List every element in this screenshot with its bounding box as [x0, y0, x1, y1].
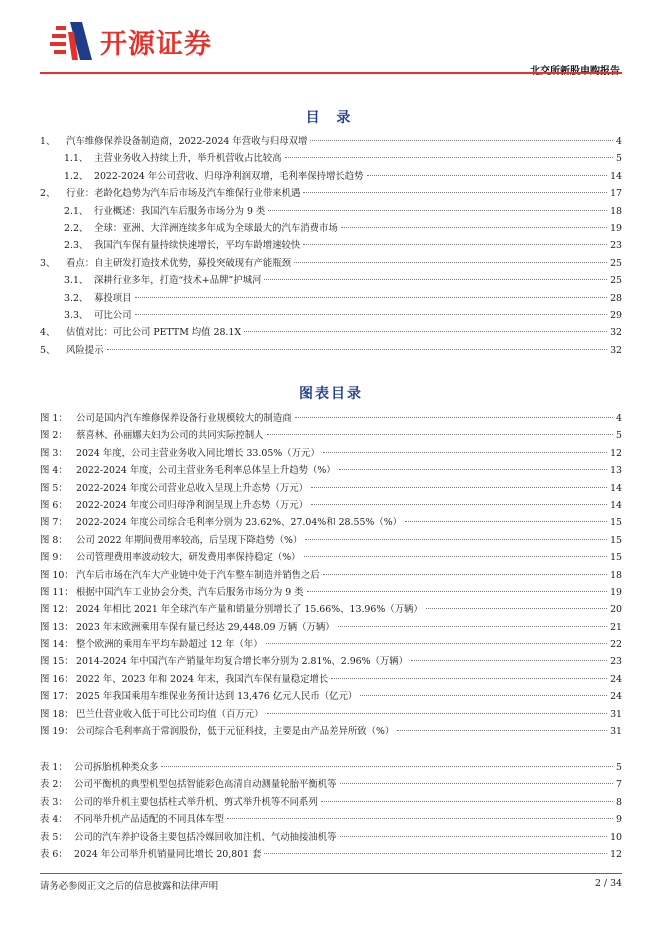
table-entry[interactable]: [40, 759, 622, 776]
leader-dots: [135, 297, 608, 298]
leader-dots: [331, 678, 607, 679]
figure-entry-number: 图 3：: [40, 447, 68, 459]
leader-dots: [341, 227, 607, 228]
leader-dots: [321, 801, 613, 802]
figures-list: [40, 410, 622, 740]
figure-entry[interactable]: [40, 671, 622, 688]
figure-entry-number: 图 10：: [40, 569, 74, 581]
table-entry[interactable]: [40, 811, 622, 828]
figure-entry[interactable]: [40, 549, 622, 566]
leader-dots: [405, 521, 607, 522]
leader-dots: [161, 766, 613, 767]
figure-entry-number: 图 6：: [40, 499, 68, 511]
figure-entry[interactable]: [40, 636, 622, 653]
figure-entry-page: 14: [610, 482, 622, 494]
figure-entry-number: 图 11：: [40, 586, 74, 598]
figure-entry-page: 31: [610, 726, 622, 738]
table-entry[interactable]: [40, 794, 622, 811]
figure-entry-text: 2023 年末欧洲乘用车保有量已经达 29,448.09 万辆（万辆）: [76, 621, 335, 633]
figure-entry[interactable]: [40, 514, 622, 531]
figure-entry[interactable]: [40, 688, 622, 705]
toc-entry-number: 1、: [40, 136, 56, 147]
table-entry-text: 公司平衡机的典型机型包括智能彩色高清自动测量轮胎平衡机等: [74, 779, 337, 791]
leader-dots: [340, 783, 614, 784]
toc-entry-page: 5: [616, 153, 622, 165]
leader-dots: [304, 556, 608, 557]
leader-dots: [367, 175, 608, 176]
figure-entry-text: 2022 年、2023 年和 2024 年末，我国汽车保有量稳定增长: [76, 673, 329, 685]
toc-entry-text: 估值对比：可比公司 PETTM 均值 28.1X: [66, 327, 242, 339]
figure-entry[interactable]: [40, 653, 622, 670]
figure-entry-text: 巴兰仕营业收入低于可比公司均值（百万元）: [76, 708, 264, 720]
figure-entry-number: 图 15：: [40, 656, 74, 668]
figure-entry-number: 图 13：: [40, 621, 74, 633]
table-entry-page: 10: [610, 831, 622, 843]
table-entry-number: 表 5：: [40, 831, 68, 843]
tables-list: [40, 759, 622, 863]
figure-entry-text: 2022-2024 年度公司综合毛利率分别为 23.62%、27.04%和 28.55%（%）: [76, 517, 402, 529]
toc-entry[interactable]: [40, 255, 622, 272]
figure-entry[interactable]: [40, 497, 622, 514]
toc-entry-number: 2、: [40, 188, 56, 200]
table-entry-text: 公司拆胎机种类众多: [74, 762, 159, 773]
table-entry[interactable]: [40, 846, 622, 863]
table-entry[interactable]: [40, 776, 622, 793]
toc-entry-number: 3.3、: [64, 309, 89, 321]
figure-entry-text: 2024 年相比 2021 年全球汽车产量和销量分别增长了 15.66%、13.96%（万辆）: [76, 604, 423, 616]
toc-entry[interactable]: [40, 150, 622, 167]
figure-entry[interactable]: [40, 462, 622, 479]
toc-entry-page: 4: [616, 136, 622, 147]
figure-entry-number: 图 12：: [40, 604, 74, 616]
leader-dots: [244, 331, 607, 332]
figure-entry-page: 15: [610, 534, 622, 546]
figure-entry-number: 图 4：: [40, 465, 68, 477]
figure-entry-text: 2025 年我国乘用车维保业务预计达到 13,476 亿元人民币（亿元）: [76, 691, 358, 703]
leader-dots: [323, 452, 607, 453]
leader-dots: [397, 730, 607, 731]
toc-entry-page: 29: [610, 309, 622, 321]
figure-entry[interactable]: [40, 601, 622, 618]
figure-entry-text: 整个欧洲的乘用车平均车龄超过 12 年（年）: [76, 639, 263, 651]
figure-entry[interactable]: [40, 532, 622, 549]
header-divider: [40, 72, 622, 74]
figure-entry-number: 图 5：: [40, 482, 68, 494]
table-entry-number: 表 3：: [40, 796, 68, 808]
figure-entry[interactable]: [40, 619, 622, 636]
toc-entry-page: 28: [610, 292, 622, 304]
leader-dots: [303, 192, 607, 193]
toc-list: [40, 133, 622, 359]
leader-dots: [267, 434, 614, 435]
toc-title: 目 录: [305, 110, 357, 126]
leader-dots: [264, 279, 607, 280]
figure-entry-text: 蔡喜林、孙丽娜夫妇为公司的共同实际控制人: [76, 430, 264, 442]
leader-dots: [360, 695, 607, 696]
leader-dots: [307, 591, 608, 592]
toc-entry[interactable]: [40, 203, 622, 220]
toc-entry[interactable]: [40, 185, 622, 202]
table-entry-number: 表 4：: [40, 814, 68, 826]
figure-entry[interactable]: [40, 427, 622, 444]
toc-entry[interactable]: [40, 342, 622, 359]
figure-entry-text: 2022-2024 年度公司营业总收入呈现上升态势（万元）: [76, 482, 308, 494]
page-header: [40, 12, 622, 72]
toc-entry-text: 行业概述：我国汽车后服务市场分为 9 类: [94, 205, 266, 217]
figure-entry-text: 公司管理费用率波动较大，研发费用率保持稳定（%）: [76, 552, 301, 564]
figure-entry[interactable]: [40, 445, 622, 462]
toc-entry-text: 我国汽车保有量持续快速增长，平均车龄增速较快: [94, 240, 301, 252]
figure-entry-page: 15: [610, 517, 622, 529]
figure-entry-page: 4: [616, 413, 622, 424]
leader-dots: [294, 262, 607, 263]
table-entry-page: 8: [616, 796, 622, 808]
leader-dots: [107, 349, 608, 350]
leader-dots: [227, 818, 613, 819]
figure-entry[interactable]: [40, 480, 622, 497]
leader-dots: [295, 417, 613, 418]
figure-entry-number: 图 17：: [40, 691, 74, 703]
table-entry-number: 表 1：: [40, 762, 68, 773]
leader-dots: [266, 643, 607, 644]
figure-entry-text: 公司是国内汽车维修保养设备行业规模较大的制造商: [76, 413, 292, 424]
figure-entry-page: 24: [610, 691, 622, 703]
leader-dots: [411, 660, 607, 661]
leader-dots: [339, 469, 607, 470]
leader-dots: [264, 853, 607, 854]
table-entry-page: 5: [616, 762, 622, 773]
brand-name: 开源证券: [100, 28, 212, 60]
figure-entry-number: 图 14：: [40, 639, 74, 651]
leader-dots: [305, 539, 607, 540]
toc-entry-text: 募投项目: [94, 292, 132, 304]
toc-entry-text: 2022-2024 年公司营收、归母净利润双增，毛利率保持增长趋势: [94, 170, 364, 182]
figure-entry-number: 图 8：: [40, 534, 68, 546]
toc-entry[interactable]: [40, 272, 622, 289]
toc-entry-text: 风险提示: [66, 344, 104, 356]
leader-dots: [311, 504, 607, 505]
figure-entry-page: 12: [610, 447, 622, 459]
figure-entry-page: 22: [610, 639, 622, 651]
toc-entry-page: 23: [610, 240, 622, 252]
leader-dots: [268, 210, 607, 211]
table-entry[interactable]: [40, 829, 622, 846]
toc-entry[interactable]: [40, 133, 622, 150]
brand-logo: [48, 20, 212, 62]
figure-entry-number: 图 18：: [40, 708, 74, 720]
footer-divider: [40, 873, 622, 874]
leader-dots: [310, 140, 613, 141]
kaiyuan-logo-icon: [48, 20, 94, 62]
toc-entry-text: 主营业务收入持续上升，举升机营收占比较高: [94, 153, 282, 165]
toc-entry-text: 汽车维修保养设备制造商，2022-2024 年营收与归母双增: [66, 136, 308, 147]
figure-entry[interactable]: [40, 723, 622, 740]
table-entry-page: 12: [610, 848, 622, 860]
toc-entry[interactable]: [40, 307, 622, 324]
toc-entry[interactable]: [40, 237, 622, 254]
table-entry-page: 7: [616, 779, 622, 791]
figure-entry-number: 图 1：: [40, 413, 68, 424]
figure-entry-page: 31: [610, 708, 622, 720]
toc-entry-number: 1.2、: [64, 170, 89, 182]
toc-entry-number: 2.3、: [64, 240, 89, 252]
table-entry-number: 表 2：: [40, 779, 68, 791]
toc-entry-number: 1.1、: [64, 153, 89, 165]
figure-entry-page: 15: [610, 552, 622, 564]
figure-entry-page: 19: [610, 586, 622, 598]
toc-entry-text: 可比公司: [94, 309, 132, 321]
figure-entry-page: 14: [610, 499, 622, 511]
toc-entry-page: 25: [610, 257, 622, 269]
leader-dots: [338, 626, 607, 627]
figure-entry-text: 2024 年度，公司主营业务收入同比增长 33.05%（万元）: [76, 447, 320, 459]
table-entry-page: 9: [616, 814, 622, 826]
figure-entry[interactable]: [40, 584, 622, 601]
figure-entry-page: 23: [610, 656, 622, 668]
toc-entry-page: 17: [610, 188, 622, 200]
table-entry-number: 表 6：: [40, 848, 68, 860]
toc-entry[interactable]: [40, 290, 622, 307]
toc-entry[interactable]: [40, 220, 622, 237]
toc-entry-number: 4、: [40, 327, 56, 339]
toc-entry-page: 25: [610, 275, 622, 287]
leader-dots: [426, 608, 607, 609]
figure-entry-number: 图 9：: [40, 552, 68, 564]
figures-title: 图表目录: [299, 386, 363, 402]
toc-entry-page: 32: [610, 327, 622, 339]
toc-entry-page: 14: [610, 170, 622, 182]
figure-entry-text: 2014-2024 年中国汽车产销量年均复合增长率分别为 2.81%、2.96%（万辆）: [76, 656, 409, 668]
toc-entry-page: 32: [610, 344, 622, 356]
figure-entry-number: 图 2：: [40, 430, 68, 442]
figure-entry-text: 汽车后市场在汽车大产业链中处于汽车整车制造并销售之后: [76, 569, 320, 581]
table-entry-text: 不同举升机产品适配的不同具体车型: [74, 814, 225, 826]
figure-entry-page: 20: [610, 604, 622, 616]
toc-entry-number: 2.2、: [64, 222, 89, 234]
leader-dots: [303, 244, 607, 245]
figure-entry-page: 18: [610, 569, 622, 581]
toc-entry-number: 3、: [40, 257, 56, 269]
toc-entry-text: 行业：老龄化趋势为汽车后市场及汽车维保行业带来机遇: [66, 188, 301, 200]
toc-entry-number: 2.1、: [64, 205, 89, 217]
toc-entry[interactable]: [40, 324, 622, 341]
figure-entry-text: 2022-2024 年度，公司主营业务毛利率总体呈上升趋势（%）: [76, 465, 336, 477]
toc-entry[interactable]: [40, 168, 622, 185]
figure-entry[interactable]: [40, 567, 622, 584]
toc-entry-number: 3.2、: [64, 292, 89, 304]
figure-entry-page: 5: [616, 430, 622, 442]
figure-entry[interactable]: [40, 410, 622, 427]
table-entry-text: 2024 年公司举升机销量同比增长 20,801 套: [74, 848, 262, 860]
table-entry-text: 公司的汽车养护设备主要包括冷媒回收加注机、气动抽接油机等: [74, 831, 337, 843]
leader-dots: [340, 836, 608, 837]
figure-entry-number: 图 7：: [40, 517, 68, 529]
leader-dots: [323, 574, 607, 575]
toc-entry-text: 全球：亚洲、大洋洲连续多年成为全球最大的汽车消费市场: [94, 222, 338, 234]
figure-entry-text: 公司综合毛利率高于常润股份，低于元征科技，主要是由产品差异所致（%）: [76, 726, 395, 738]
toc-entry-text: 深耕行业多年，打造“技术+品牌”护城河: [94, 275, 262, 287]
toc-entry-page: 19: [610, 222, 622, 234]
leader-dots: [267, 713, 608, 714]
figure-entry-page: 13: [610, 465, 622, 477]
leader-dots: [285, 157, 614, 158]
report-type-label: [530, 62, 620, 77]
figure-entry-text: 2022-2024 年度公司归母净利润呈现上升态势（万元）: [76, 499, 308, 511]
figure-entry[interactable]: [40, 706, 622, 723]
toc-entry-page: 18: [610, 205, 622, 217]
page-indicator: 2 / 34: [594, 878, 622, 889]
figure-entry-number: 图 19：: [40, 726, 74, 738]
figure-entry-number: 图 16：: [40, 673, 74, 685]
footer-disclaimer: 请务必参阅正文之后的信息披露和法律声明: [40, 881, 219, 892]
toc-entry-text: 看点：自主研发打造技术优势，募投突破现有产能瓶颈: [66, 257, 292, 269]
leader-dots: [311, 487, 607, 488]
figure-entry-page: 24: [610, 673, 622, 685]
toc-entry-number: 3.1、: [64, 275, 89, 287]
figure-entry-text: 根据中国汽车工业协会分类，汽车后服务市场分为 9 类: [76, 586, 304, 598]
toc-entry-number: 5、: [40, 344, 56, 356]
leader-dots: [135, 314, 608, 315]
table-entry-text: 公司的举升机主要包括柱式举升机、剪式举升机等不同系列: [74, 796, 318, 808]
figure-entry-page: 21: [610, 621, 622, 633]
figure-entry-text: 公司 2022 年期间费用率较高，后呈现下降趋势（%）: [76, 534, 303, 546]
